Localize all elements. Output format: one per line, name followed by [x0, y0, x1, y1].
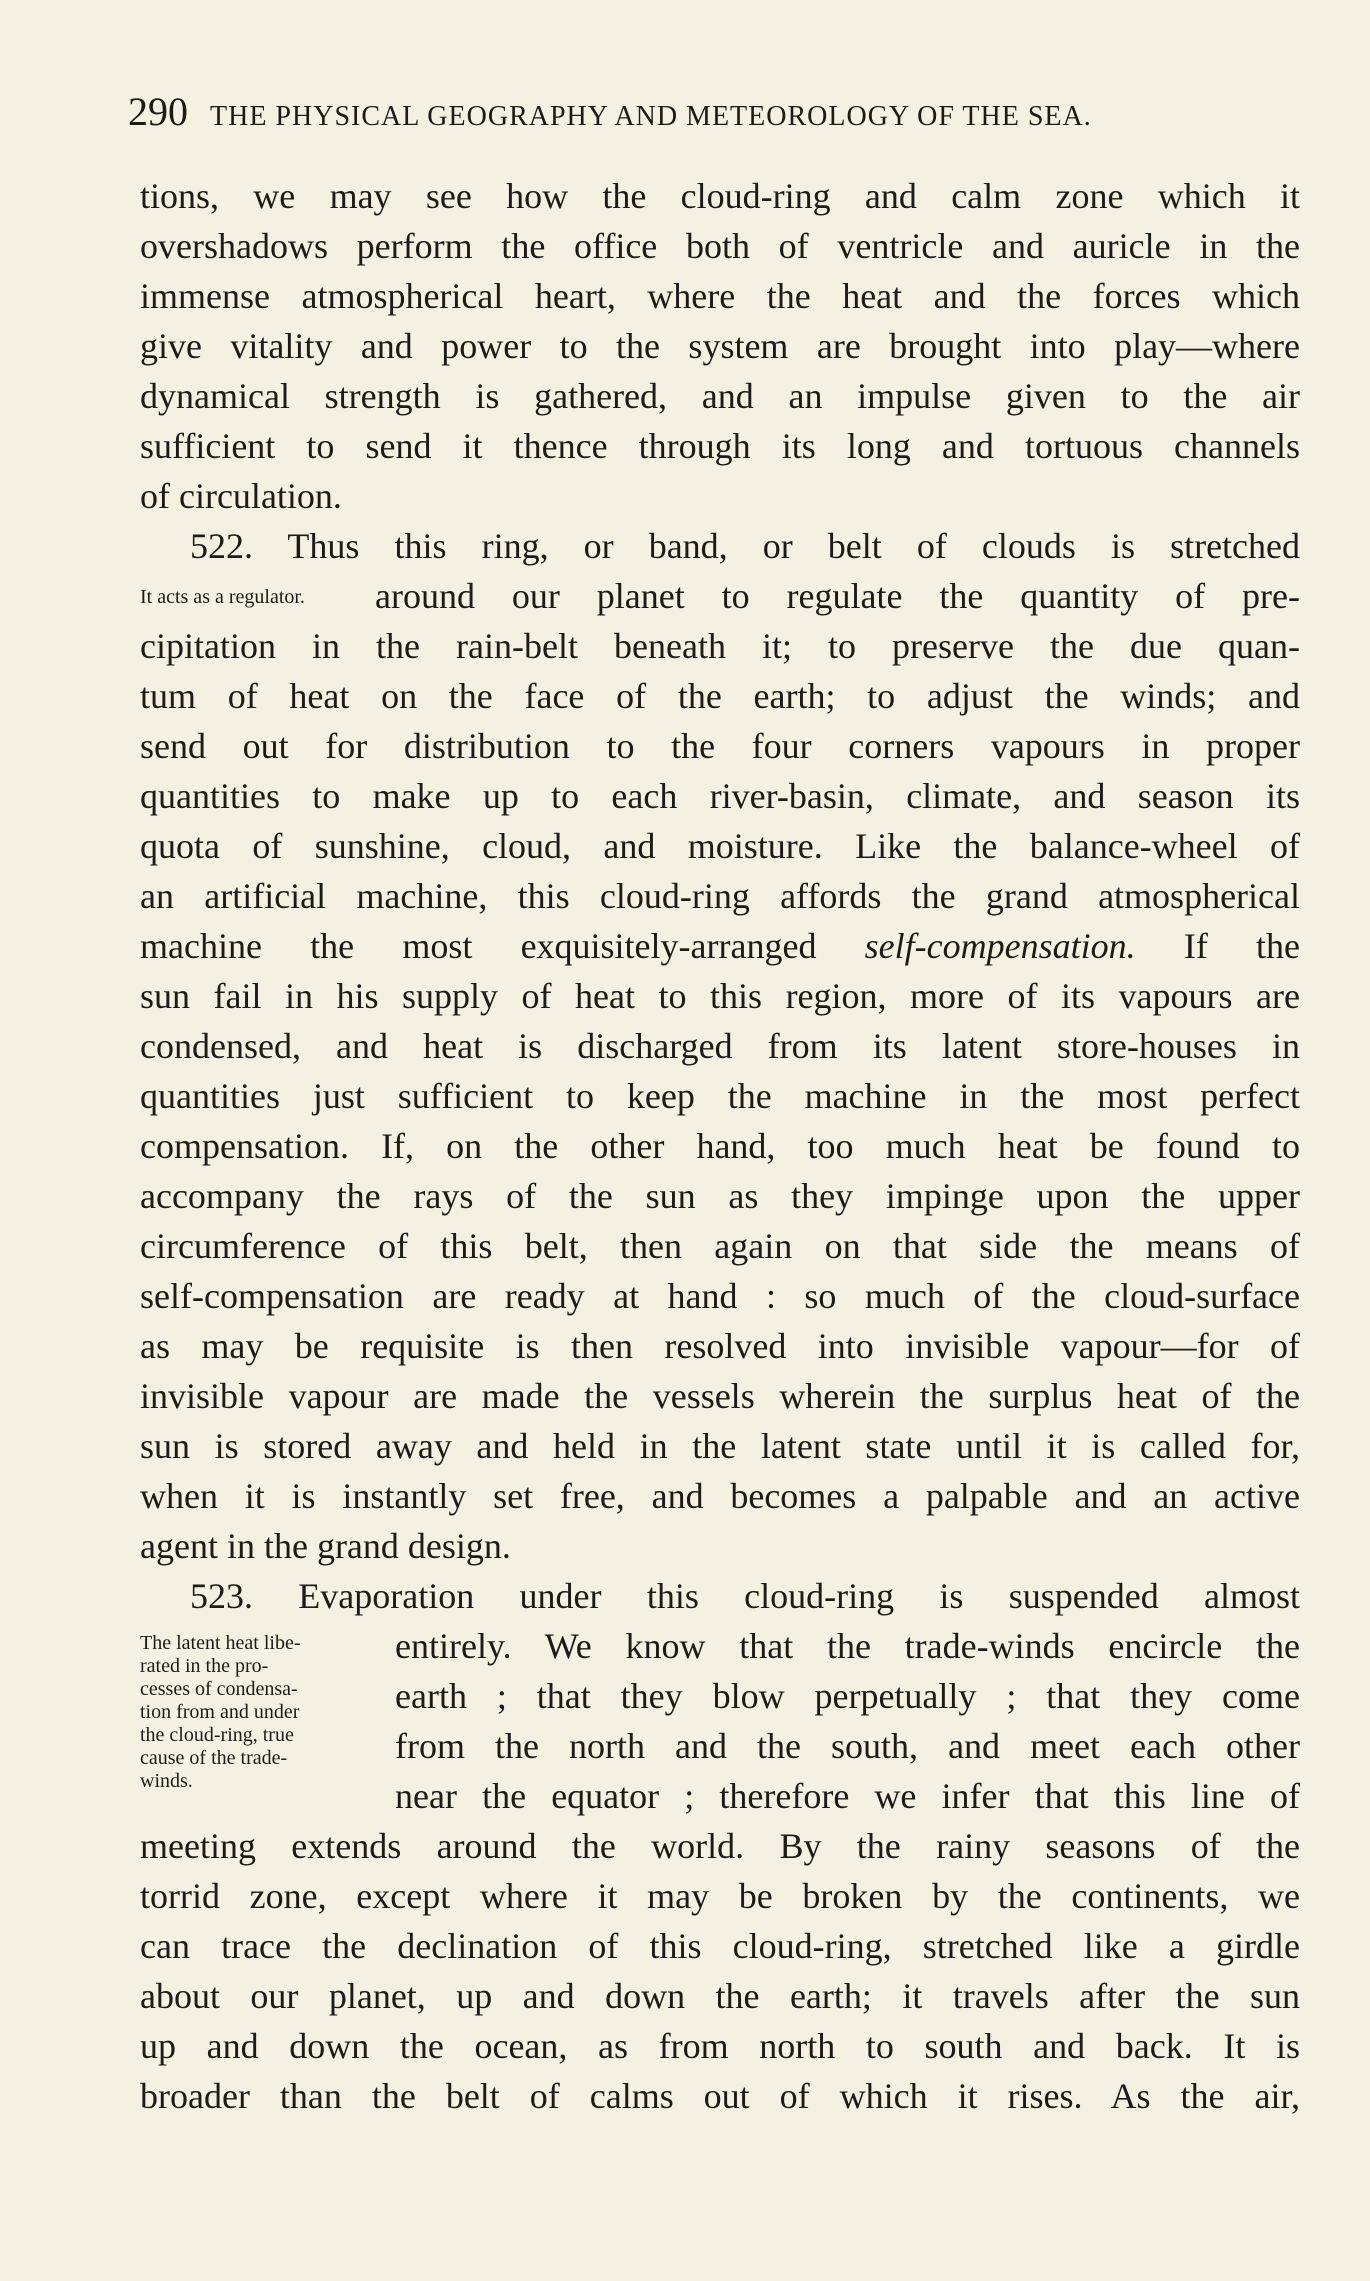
- page-number: 290: [128, 89, 188, 134]
- margin-note-latent-heat: The latent heat libe- rated in the pro- cesses of condensa- tion from and under the cloud-ring, true cause of the trade- winds.: [140, 1632, 301, 1792]
- text-fragment: machine the most exquisitely-arranged: [140, 926, 817, 966]
- text-fragment: If the: [1183, 926, 1301, 966]
- text-line: overshadows perform the office both of ventricle and auricle in the: [140, 226, 1300, 266]
- text-line: entirely. We know that the trade-winds encircle the: [395, 1626, 1300, 1666]
- text-line: quota of sunshine, cloud, and moisture. Like the balance-wheel of: [140, 826, 1300, 866]
- text-line-italic: [140, 922, 1300, 970]
- paragraph-523-start: 523. Evaporation under this cloud-ring is suspended almost: [190, 1576, 1300, 1616]
- text-line: cipitation in the rain-belt beneath it; to preserve the due quan-: [140, 626, 1300, 666]
- text-line: about our planet, up and down the earth; it travels after the sun: [140, 1976, 1300, 2016]
- text-line: give vitality and power to the system are brought into play—where: [140, 326, 1300, 366]
- text-line: condensed, and heat is discharged from its latent store-houses in: [140, 1026, 1300, 1066]
- text-line: around our planet to regulate the quantity of pre-: [375, 576, 1300, 616]
- text-line: send out for distribution to the four corners vapours in proper: [140, 726, 1300, 766]
- text-line: broader than the belt of calms out of which it rises. As the air,: [140, 2076, 1300, 2116]
- text-line: accompany the rays of the sun as they impinge upon the upper: [140, 1176, 1300, 1216]
- text-line: sufficient to send it thence through its long and tortuous channels: [140, 426, 1300, 466]
- running-title: THE PHYSICAL GEOGRAPHY AND METEOROLOGY OF THE SEA.: [210, 101, 1092, 132]
- text-line: from the north and the south, and meet each other: [395, 1726, 1300, 1766]
- text-line: sun fail in his supply of heat to this region, more of its vapours are: [140, 976, 1300, 1016]
- text-line: as may be requisite is then resolved into invisible vapour—for of: [140, 1326, 1300, 1366]
- text-line: agent in the grand design.: [140, 1526, 511, 1566]
- text-line: quantities to make up to each river-basin, climate, and season its: [140, 776, 1300, 816]
- italic-phrase: self-compensation.: [864, 926, 1136, 966]
- text-line: tions, we may see how the cloud-ring and calm zone which it: [140, 176, 1300, 216]
- text-line: tum of heat on the face of the earth; to adjust the winds; and: [140, 676, 1300, 716]
- text-line: quantities just sufficient to keep the machine in the most perfect: [140, 1076, 1300, 1116]
- text-line: torrid zone, except where it may be broken by the continents, we: [140, 1876, 1300, 1916]
- text-line: invisible vapour are made the vessels wherein the surplus heat of the: [140, 1376, 1300, 1416]
- text-line: immense atmospherical heart, where the heat and the forces which: [140, 276, 1300, 316]
- text-line: dynamical strength is gathered, and an impulse given to the air: [140, 376, 1300, 416]
- text-line: near the equator ; therefore we infer that this line of: [395, 1776, 1300, 1816]
- page-header: [128, 88, 1238, 135]
- margin-note-regulator: It acts as a regulator.: [140, 586, 305, 608]
- text-line: self-compensation are ready at hand : so much of the cloud-surface: [140, 1276, 1300, 1316]
- text-line: up and down the ocean, as from north to south and back. It is: [140, 2026, 1300, 2066]
- text-line: of circulation.: [140, 476, 342, 516]
- paragraph-522-start: 522. Thus this ring, or band, or belt of clouds is stretched: [190, 526, 1300, 566]
- text-line: meeting extends around the world. By the rainy seasons of the: [140, 1826, 1300, 1866]
- text-line: when it is instantly set free, and becomes a palpable and an active: [140, 1476, 1300, 1516]
- text-line: can trace the declination of this cloud-ring, stretched like a girdle: [140, 1926, 1300, 1966]
- text-line: earth ; that they blow perpetually ; that they come: [395, 1676, 1300, 1716]
- text-line: sun is stored away and held in the latent state until it is called for,: [140, 1426, 1300, 1466]
- text-line: circumference of this belt, then again on that side the means of: [140, 1226, 1300, 1266]
- text-line: an artificial machine, this cloud-ring affords the grand atmospherical: [140, 876, 1300, 916]
- text-line: compensation. If, on the other hand, too much heat be found to: [140, 1126, 1300, 1166]
